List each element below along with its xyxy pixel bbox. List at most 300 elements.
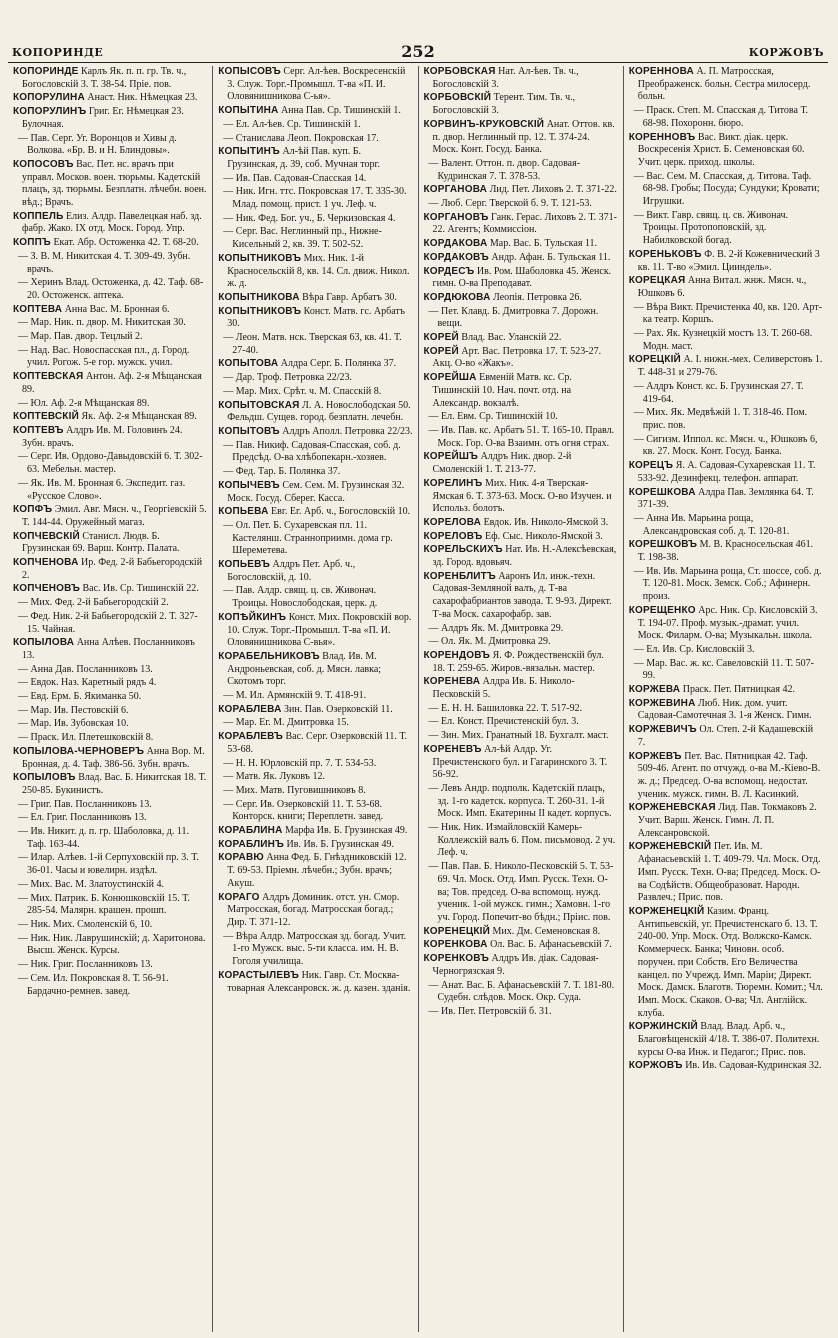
directory-entry bbox=[13, 973, 207, 998]
entry-details: Матв. Як. Луковъ 12. bbox=[235, 771, 325, 783]
directory-entry bbox=[424, 517, 618, 530]
entry-details: Ол. Пет. Б. Сухаревская пл. 11. Кастелянш. Странноприимн. дома гр. Шереметева. bbox=[232, 519, 393, 557]
entry-details: А. П. Матросская, Преображенск. больн. Сестра милосерд. больн. bbox=[637, 66, 811, 103]
entry-details: Анна Дав. Посланниковъ 13. bbox=[30, 663, 153, 675]
entry-surname: КОРЕНКОВА bbox=[423, 939, 488, 951]
directory-entry bbox=[629, 566, 823, 604]
directory-entry bbox=[218, 466, 412, 479]
directory-entry bbox=[218, 612, 412, 650]
entry-surname: КОПОРИНДЕ bbox=[13, 66, 79, 77]
entry-details: Вѣра Викт. Пречистенка 40, кв. 120. Арт-ка театр. Коршъ. bbox=[642, 301, 823, 326]
entry-details: Вас. Сем. М. Спасская, д. Титова. Таф. 68-98. Гробы; Посуда; Сундуки; Кровати; Игрушки. bbox=[642, 170, 820, 208]
directory-entry bbox=[13, 398, 207, 411]
entry-surname: КОПЫТНИКОВЪ bbox=[218, 305, 302, 317]
directory-entry bbox=[218, 253, 412, 291]
directory-entry bbox=[218, 506, 412, 519]
directory-entry bbox=[424, 783, 618, 821]
directory-entry bbox=[424, 306, 618, 331]
entry-surname: КОРАСТЫЛЕВЪ bbox=[218, 969, 300, 981]
directory-entry bbox=[218, 559, 412, 584]
entry-details: Ел. Ал-ѣев. Ср. Тишинскій 1. bbox=[235, 118, 361, 130]
entry-details: Ив. Пав. кс. Арбатъ 51. Т. 165-10. Правл. Моск. Гор. О-ва Взаимн. отъ огня страх. bbox=[437, 424, 615, 449]
column-3 bbox=[419, 66, 624, 1332]
entry-details: Анна Пав. Ср. Тишинскій 1. bbox=[280, 105, 401, 117]
entry-surname: КОРЕШКОВА bbox=[628, 486, 696, 498]
entry-details: Ааронъ Ил. инж.-техн. Садовая-Земляной валъ, д. Т-ва сахарофабриантов завода. Т. 9-93. Директ. Т-ва Моск. сахарофабр. зав. bbox=[432, 570, 612, 620]
directory-entry bbox=[13, 705, 207, 718]
directory-entry bbox=[424, 926, 618, 939]
directory-entry bbox=[13, 371, 207, 396]
directory-entry bbox=[13, 611, 207, 636]
entry-surname: КОРДЕСЪ bbox=[423, 265, 475, 277]
entry-surname: КОПЫТОВЪ bbox=[218, 425, 280, 437]
directory-entry bbox=[218, 186, 412, 211]
entry-surname: КОПТЕВСКІЙ bbox=[13, 411, 79, 423]
entry-details: А. І. нижн.-мех. Селиверстовъ 1. Т. 448-31 и 279-76. bbox=[637, 354, 823, 379]
directory-entry bbox=[13, 933, 207, 958]
directory-entry bbox=[218, 585, 412, 610]
directory-entry bbox=[218, 119, 412, 132]
entry-details: Вас. Викт. дiак. церк. Воскресенія Христ. Б. Семеновская 60. Учит. церк. приход. школы. bbox=[637, 131, 805, 168]
directory-entry bbox=[424, 184, 618, 197]
entry-details: Серг. Ив. Озерковскій 11. Т. 53-68. Конторск. книги; Переплетн. завед. bbox=[232, 798, 384, 823]
entry-details: Праск. Ил. Плетешковскій 8. bbox=[30, 732, 154, 744]
page-header bbox=[8, 40, 828, 63]
entry-details: Мар. Ег. М. Дмитровка 15. bbox=[235, 717, 349, 729]
entry-details: Алдръ Конст. кс. Б. Грузинская 27. Т. 419-64. bbox=[642, 380, 804, 405]
directory-entry bbox=[629, 275, 823, 300]
entry-surname: КОПЫЧЕВЪ bbox=[218, 479, 280, 491]
entry-details: Люб. Ник. дом. учит. Садовая-Самотечная 3. 1-я Женск. Гимн. bbox=[637, 697, 812, 722]
directory-entry bbox=[13, 557, 207, 582]
entry-details: Вѣра Алдр. Матросская зд. богад. Учит. 1-го Мужск. выс. 5-ти класса. им. Н. В. Гоголя училища. bbox=[232, 930, 407, 968]
directory-entry bbox=[218, 839, 412, 852]
entry-details: Л. А. Новослободская 50. Фельдш. Сущев. город. безплатн. лечебн. bbox=[227, 399, 411, 424]
entry-surname: КОПОСОВЪ bbox=[13, 158, 74, 170]
directory-entry bbox=[218, 400, 412, 425]
directory-entry bbox=[629, 487, 823, 512]
entry-details: Ник. Ник. Измайловскій Камерь-Коллежскій валъ 6. Пом. письмовод. 2 уч. Леф. ч. bbox=[437, 822, 616, 859]
directory-entry bbox=[218, 731, 412, 756]
entry-details: Влад. Вас. Уланскій 22. bbox=[461, 332, 562, 344]
entry-details: М. В. Красносельская 461. Т. 198-38. bbox=[637, 539, 814, 564]
entry-details: Серг. Ал-ѣев. Воскресенскій 3. Служ. Торг.-Промышл. Т-ва «П. И. Оловянишникова С-ья». bbox=[227, 66, 406, 103]
entry-surname: КОПЫЛОВА-ЧЕРНОВЕРЪ bbox=[13, 745, 145, 757]
directory-entry bbox=[218, 520, 412, 558]
entry-details: Зин. Пав. Озерковскій 11. bbox=[284, 703, 393, 715]
directory-entry bbox=[218, 292, 412, 305]
entry-surname: КОРЖИНСКІЙ bbox=[628, 1021, 698, 1033]
entry-surname: КОРЕНЬКОВЪ bbox=[628, 248, 702, 260]
entry-details: Лид. Пав. Токмаковъ 2. Учит. Варш. Женск. Гимн. Л. П. Алексанровской. bbox=[637, 802, 817, 839]
entry-surname: КОРЕНКОВЪ bbox=[423, 953, 490, 965]
directory-entry bbox=[218, 717, 412, 730]
entry-surname: КОРЕЛОВЪ bbox=[423, 530, 483, 542]
entry-details: Мар. Ник. п. двор. М. Никитская 30. bbox=[30, 317, 186, 329]
entry-details: Еф. Сыс. Николо-Ямской 3. bbox=[485, 530, 603, 542]
entry-details: Ив. Никит. д. п. гр. Шаболовка, д. 11. Таф. 163-44. bbox=[27, 826, 189, 850]
columns-container bbox=[8, 66, 828, 1332]
entry-details: Алдръ Як. М. Дмитровка 29. bbox=[441, 622, 564, 634]
entry-details: Рах. Як. Кузнецкій мостъ 13. Т. 260-68. Модн. маст. bbox=[642, 328, 813, 352]
entry-surname: КОПОРУЛИНА bbox=[13, 92, 85, 104]
directory-entry bbox=[218, 146, 412, 171]
entry-details: Пав. Серг. Уг. Воронцов и Хивы д. Волкова. «Бр. В. и Н. Блиндовы». bbox=[27, 132, 177, 157]
entry-details: Влад. Влад. Арб. ч., Благовѣщенскій 4/18. Т. 386-07. Политехн. курсы О-ва Инж. и Педагог.; Прис. пов. bbox=[637, 1021, 820, 1058]
directory-entry bbox=[629, 66, 823, 104]
directory-entry bbox=[629, 1060, 823, 1073]
entry-surname: КОПОРУЛИНЪ bbox=[13, 106, 87, 118]
entry-details: Херинъ Влад. Остоженка, д. 42. Таф. 68-20. Остоженск. аптека. bbox=[27, 277, 204, 301]
directory-entry bbox=[218, 771, 412, 784]
entry-details: Праск. Степ. М. Спасская д. Титова Т. 68-98. Похоронн. бюро. bbox=[642, 105, 809, 129]
entry-details: Серг. Вас. Неглинный пр., Нижне-Кисельный 2, кв. 39. Т. 502-52. bbox=[232, 226, 382, 251]
directory-entry bbox=[13, 812, 207, 825]
entry-details: Ник. Ник. Лаврушинскій; д. Харитонова. Высш. Женск. Курсы. bbox=[27, 932, 206, 957]
directory-entry bbox=[424, 158, 618, 183]
entry-details: Валент. Оттон. п. двор. Садовая-Кудринская 7. Т. 378-53. bbox=[437, 157, 581, 182]
entry-details: Алдра Пав. Землянка 64. Т. 371-39. bbox=[637, 486, 814, 511]
directory-entry bbox=[424, 92, 618, 117]
directory-entry bbox=[629, 460, 823, 485]
directory-entry bbox=[218, 332, 412, 357]
entry-details: Алдръ Ив. дiак. Садовая-Черногрязская 9. bbox=[432, 953, 599, 977]
entry-surname: КОРЕННОВА bbox=[628, 66, 694, 77]
directory-entry bbox=[13, 772, 207, 797]
directory-entry bbox=[424, 478, 618, 516]
directory-entry bbox=[424, 650, 618, 675]
directory-entry bbox=[629, 605, 823, 643]
entry-details: Люб. Серг. Тверской б. 9. Т. 121-53. bbox=[441, 198, 592, 210]
entry-surname: КОПЫЛОВА bbox=[13, 637, 75, 649]
directory-entry bbox=[13, 826, 207, 851]
entry-details: Григ. Ег. Нѣмецкая 23. Булочная. bbox=[22, 106, 184, 130]
entry-surname: КОРЕНЕЦКІЙ bbox=[423, 925, 490, 937]
entry-surname: КОРЖЕВЪ bbox=[628, 750, 682, 762]
directory-entry bbox=[424, 66, 618, 91]
directory-entry bbox=[424, 544, 618, 569]
entry-details: Юл. Аф. 2-я Мѣщанская 89. bbox=[30, 397, 150, 409]
directory-entry bbox=[13, 531, 207, 556]
header-left-keyword: КОПОРИНДЕ bbox=[12, 46, 104, 59]
entry-surname: КОПФЪ bbox=[13, 504, 53, 516]
directory-entry bbox=[424, 372, 618, 410]
entry-details: Мих. Патрик. Б. Конюшковскій 15. Т. 285-54. Малярн. крашен. прошп. bbox=[27, 892, 190, 917]
entry-details: Екат. Абр. Остоженка 42. Т. 68-20. bbox=[53, 237, 199, 249]
entry-details: Анна Алѣев. Посланниковъ 13. bbox=[22, 637, 195, 661]
directory-entry bbox=[218, 213, 412, 226]
entry-surname: КОРЕЛИНЪ bbox=[423, 477, 483, 489]
entry-surname: КОРЕНЕВЪ bbox=[423, 743, 482, 755]
entry-details: Алдръ Пет. Арб. ч., Богословскій, д. 10. bbox=[227, 559, 356, 583]
entry-details: Ив. Пет. Петровскій б. 31. bbox=[441, 1005, 552, 1017]
entry-surname: КОРЖЕВИНА bbox=[628, 697, 696, 709]
directory-entry bbox=[629, 539, 823, 564]
column-1 bbox=[8, 66, 213, 1332]
directory-entry bbox=[424, 238, 618, 251]
entry-details: З. В. М. Никитская 4. Т. 309-49. Зубн. врачъ. bbox=[27, 250, 191, 275]
entry-details: Анат. Оттов. кв. п. двор. Неглинный пр. 12. Т. 374-24. Моск. Конт. Госуд. Банка. bbox=[432, 118, 615, 156]
directory-entry bbox=[424, 198, 618, 211]
directory-entry bbox=[629, 381, 823, 406]
entry-surname: КОРЖЕВИЧЪ bbox=[628, 724, 697, 736]
entry-details: Ал-ѣй Пав. куп. Б. Грузинская, д. 39, соб. Мучная торг. bbox=[227, 146, 380, 170]
entry-surname: КОРДЮКОВА bbox=[423, 291, 491, 303]
entry-details: Анна Витал. жнж. Мясн. ч., Юшковъ 6. bbox=[637, 275, 807, 299]
entry-details: Пав. Алдр. свящ. ц. св. Живонач. Троицы. Новослободская, церк. д. bbox=[232, 585, 378, 610]
directory-entry bbox=[629, 513, 823, 538]
entry-details: Терент. Тим. Тв. ч., Богословскій 3. bbox=[432, 92, 576, 117]
entry-details: Вас. Пет. нс. врачъ при управл. Москов. воен. тюрьмы. Кадетскій плацъ, зд. тюрьмы. Безплатн. лѣчебн. воен. вѣд.; Врачъ. bbox=[22, 158, 207, 209]
directory-entry bbox=[424, 119, 618, 157]
directory-entry bbox=[13, 852, 207, 877]
entry-details: Ник. Мих. Смоленскій 6, 10. bbox=[30, 919, 153, 930]
entry-details: Сем. Сем. М. Грузинская 32. Моск. Госуд. Сберег. Касса. bbox=[227, 479, 405, 504]
directory-entry bbox=[424, 346, 618, 371]
entry-surname: КОРЕЙ bbox=[423, 345, 459, 357]
entry-details: Ив. Ив. Садовая-Кудринская 32. bbox=[685, 1060, 822, 1072]
entry-details: Ал-ѣй Алдр. Уг. Пречистенского бул. и Гагаринского 3. Т. 56-92. bbox=[432, 743, 608, 781]
directory-entry bbox=[629, 751, 823, 802]
entry-surname: КОРЖОВЪ bbox=[628, 1060, 683, 1072]
entry-details: Марфа Ив. Б. Грузинская 49. bbox=[285, 825, 408, 837]
entry-details: Конст. Мих. Покровскій вор. 10. Служ. Торг.-Промышл. Т-ва «П. И. Оловянишникова С-вья». bbox=[227, 611, 412, 649]
entry-surname: КОРГАНОВЪ bbox=[423, 211, 489, 223]
directory-entry bbox=[424, 716, 618, 729]
entry-details: Ив. Ром. Шаболовка 45. Женск. гимн. О-ва Преподават. bbox=[432, 265, 612, 290]
directory-entry bbox=[629, 644, 823, 657]
directory-entry bbox=[629, 105, 823, 130]
directory-entry bbox=[13, 959, 207, 972]
entry-surname: КОРЕНДОВЪ bbox=[423, 649, 491, 661]
directory-entry bbox=[13, 637, 207, 662]
directory-entry bbox=[629, 802, 823, 840]
directory-entry bbox=[13, 425, 207, 450]
directory-entry bbox=[629, 658, 823, 683]
directory-entry bbox=[424, 980, 618, 1005]
entry-details: Ганк. Герас. Лиховъ 2. Т. 371-22. Агентъ; Коммиссіон. bbox=[432, 211, 617, 236]
directory-entry bbox=[424, 252, 618, 265]
directory-entry bbox=[13, 664, 207, 677]
directory-entry bbox=[218, 386, 412, 399]
entry-surname: КОРДАКОВЪ bbox=[423, 251, 489, 263]
entry-details: Ир. Фед. 2-й Бабьегородскій 2. bbox=[22, 557, 203, 581]
entry-surname: КОПЫТНИКОВЪ bbox=[218, 252, 302, 264]
entry-details: Евменій Матв. кс. Ср. Тишинскій 10. Нач. почт. отд. на Александр. вокзалѣ. bbox=[432, 372, 572, 409]
directory-entry bbox=[13, 237, 207, 250]
entry-details: Алдра Серг. Б. Полянка 37. bbox=[280, 358, 397, 370]
entry-surname: КОПЫТИНЪ bbox=[218, 146, 280, 158]
directory-entry bbox=[629, 302, 823, 327]
directory-entry bbox=[629, 906, 823, 1020]
directory-entry bbox=[218, 970, 412, 995]
directory-entry bbox=[424, 451, 618, 476]
directory-entry bbox=[424, 861, 618, 925]
entry-details: Андр. Афан. Б. Тульская 11. bbox=[491, 251, 611, 263]
directory-entry bbox=[218, 426, 412, 439]
entry-details: Фед. Тар. Б. Полянка 37. bbox=[235, 466, 341, 478]
entry-surname: КОПЫЛОВЪ bbox=[13, 772, 76, 784]
entry-details: Викт. Гавр. свящ. ц. св. Живонач. Троицы. Протопоповскій, зд. Набилковской богад. bbox=[642, 209, 789, 247]
entry-surname: КОПТЕВА bbox=[13, 303, 63, 315]
directory-entry bbox=[13, 106, 207, 131]
directory-entry bbox=[629, 328, 823, 353]
entry-details: Мар. Вас. Б. Тульская 11. bbox=[489, 238, 598, 250]
entry-details: Алдра Ив. Б. Николо-Песковскій 5. bbox=[432, 676, 575, 701]
directory-entry bbox=[424, 703, 618, 716]
directory-entry bbox=[218, 226, 412, 251]
directory-entry bbox=[13, 677, 207, 690]
entry-details: Мих. Дм. Семеновская 8. bbox=[492, 925, 601, 937]
entry-surname: КОПЫТИНА bbox=[218, 105, 279, 117]
directory-entry bbox=[13, 691, 207, 704]
entry-details: Пет. Вас. Пятницкая 42. Таф. 509-46. Агент. по отчужд. о-ва М.-Кіево-В. ж. д.; Председ. О-ва вспомощ. недостат. ученик. мужск. гимн. В. Л. Касинкий. bbox=[637, 750, 821, 800]
entry-details: Ол. Степ. 2-й Кадашевскій 7. bbox=[637, 724, 814, 748]
entry-details: Пет. Ив. М. Афанасьевскій 1. Т. 409-79. Чл. Моск. Отд. Имп. Русск. Техн. О-ва; Председ. Моск. О-ва Содѣйств. Общеобразоват. Народн. Развлеч.; Прис. пов. bbox=[637, 841, 821, 904]
entry-details: Мих. Ник. 1-й Красносельскій 8, кв. 14. Сл. движ. Никол. ж. д. bbox=[227, 252, 410, 290]
entry-details: Праск. Пет. Пятницкая 42. bbox=[682, 684, 795, 696]
directory-entry bbox=[218, 480, 412, 505]
entry-details: Вас. Серг. Озерковскій 11. Т. 53-68. bbox=[227, 731, 408, 755]
entry-details: Арт. Вас. Петровка 17. Т. 523-27. Акц. О-во «Жакъ». bbox=[432, 345, 602, 370]
directory-entry bbox=[629, 354, 823, 379]
entry-details: Анаст. Ник. Нѣмецкая 23. bbox=[87, 92, 198, 104]
directory-entry bbox=[218, 372, 412, 385]
entry-details: Мих. Як. Медвѣжій 1. Т. 318-46. Пом. прис. пов. bbox=[642, 407, 808, 431]
entry-surname: КОРАБЛИНЪ bbox=[218, 838, 285, 850]
entry-surname: КОРЖЕНЕВСКАЯ bbox=[628, 802, 716, 814]
directory-entry bbox=[629, 724, 823, 749]
entry-details: Левъ Андр. подполк. Кадетскій плацъ, зд. 1-го кадетск. корпуса. Т. 260-31. 1-й Моск. Имп. Екатерины II кадет. корпусъ. bbox=[437, 782, 612, 820]
directory-entry bbox=[424, 292, 618, 305]
entry-details: Влад. Вас. Б. Никитская 18. Т. 250-85. Букинистъ. bbox=[22, 772, 207, 796]
entry-surname: КОРАВЮ bbox=[218, 852, 264, 864]
directory-entry bbox=[13, 732, 207, 745]
directory-entry bbox=[424, 744, 618, 782]
directory-entry bbox=[424, 571, 618, 622]
entry-details: Евдок. Наз. Каретный рядъ 4. bbox=[30, 677, 157, 689]
entry-details: Евг. Ег. Арб. ч., Богословскій 10. bbox=[271, 506, 411, 518]
directory-entry bbox=[424, 531, 618, 544]
directory-entry bbox=[13, 718, 207, 731]
entry-details: Над. Вас. Новоспасская пл., д. Город. учил. Рогож. 5-е гор. мужск. учил. bbox=[27, 344, 190, 369]
directory-entry bbox=[13, 251, 207, 276]
directory-entry bbox=[629, 841, 823, 905]
entry-surname: КОРЕНБЛИТЪ bbox=[423, 570, 496, 582]
directory-entry bbox=[629, 407, 823, 432]
entry-surname: КОРЕЛОВА bbox=[423, 516, 482, 528]
directory-entry bbox=[218, 133, 412, 146]
directory-entry bbox=[13, 277, 207, 302]
directory-entry bbox=[424, 425, 618, 450]
directory-entry bbox=[629, 210, 823, 248]
entry-details: Як. Аф. 2-я Мѣщанская 89. bbox=[81, 411, 197, 423]
entry-details: Леопія. Петровка 26. bbox=[493, 291, 582, 303]
directory-entry bbox=[424, 822, 618, 860]
entry-surname: КОРЕЛЬСКИХЪ bbox=[423, 544, 503, 556]
entry-surname: КОРЕЦЪ bbox=[628, 460, 674, 472]
directory-entry bbox=[13, 893, 207, 918]
entry-details: Зин. Мих. Гранатный 18. Бухгалт. маст. bbox=[441, 730, 609, 742]
entry-details: Ник. Григ. Посланниковъ 13. bbox=[30, 959, 153, 971]
entry-details: Серг. Ив. Ордово-Давыдовскій 6. Т. 302-63. Мебельн. мастер. bbox=[27, 451, 203, 476]
directory-entry bbox=[629, 249, 823, 274]
entry-surname: КОПЬЕВЪ bbox=[218, 559, 270, 571]
entry-details: Фед. Ник. 2-й Бабьегородскій 2. Т. 327-15. Чайная. bbox=[27, 610, 198, 635]
entry-details: Анна Вор. М. Бронная, д. 4. Таф. 386-56. Зубн. врачъ. bbox=[22, 745, 205, 770]
directory-entry bbox=[13, 478, 207, 503]
entry-details: Анат. Вас. Б. Афанасьевскій 7. Т. 181-80. Судебн. слѣдов. Моск. Окр. Суда. bbox=[437, 979, 615, 1004]
entry-surname: КОРЕЩЕНКО bbox=[628, 604, 696, 616]
entry-surname: КОРЖЕНЕВСКІЙ bbox=[628, 841, 712, 853]
entry-details: Арс. Ник. Ср. Кисловскій 3. Т. 194-07. Проф. музык.-драмат. учил. Моск. Филарм. О-ва; Музыкальн. школа. bbox=[637, 604, 818, 642]
entry-details: Казим. Франц. Антипьевскій, уг. Пречистенскаго б. 13. Т. 240-00. Упр. Моск. Отд. Волжско-Камск. Коммерческ. Банка; Чиновн. особ. поручен. при Собств. Его Величества канцел. по Учрежд. Имп. Маріи; Директ. Моск. Дамск. Благотв. Тюремн. Комит.; Чл. Имп. Моск. Скаков. О-ва; Чл. Англійск. клуба. bbox=[637, 906, 823, 1019]
entry-surname: КОРЕШКОВЪ bbox=[628, 539, 698, 551]
directory-entry bbox=[424, 411, 618, 424]
page-number: 252 bbox=[401, 42, 435, 61]
entry-details: Станисл. Людв. Б. Грузинская 69. Варш. Контр. Палата. bbox=[22, 530, 180, 555]
directory-entry bbox=[218, 690, 412, 703]
directory-entry bbox=[424, 730, 618, 743]
entry-details: Мих. Матв. Пуговишниковъ 8. bbox=[235, 784, 366, 796]
directory-entry bbox=[13, 345, 207, 370]
directory-entry bbox=[218, 704, 412, 717]
directory-entry bbox=[13, 211, 207, 236]
entry-details: Илар. Алѣев. 1-й Серпуховскій пр. 3. Т. 36-01. Часы и ювелирн. издѣл. bbox=[27, 852, 199, 877]
entry-details: Мих. Фед. 2-й Бабьегородскій 2. bbox=[30, 597, 169, 609]
directory-entry bbox=[13, 597, 207, 610]
directory-entry bbox=[13, 317, 207, 330]
entry-details: Дар. Троф. Петровка 22/23. bbox=[235, 372, 353, 384]
entry-surname: КОРАБЛЕВЪ bbox=[218, 731, 283, 743]
entry-surname: КОПТЕВЪ bbox=[13, 424, 64, 436]
entry-details: Ол. Як. М. Дмитровка 29. bbox=[441, 636, 551, 648]
entry-details: Мих. Вас. М. Златоустинскій 4. bbox=[30, 878, 165, 890]
directory-entry bbox=[218, 66, 412, 104]
directory-entry bbox=[218, 358, 412, 371]
entry-details: Конст. Матв. гс. Арбатъ 30. bbox=[227, 305, 405, 330]
entry-surname: КОРЖЕВА bbox=[628, 684, 681, 696]
entry-details: Алдръ Аполл. Петровка 22/23. bbox=[282, 425, 413, 437]
directory-entry bbox=[13, 919, 207, 932]
directory-entry bbox=[424, 953, 618, 978]
directory-entry bbox=[218, 799, 412, 824]
entry-surname: КОРБОВСКІЙ bbox=[423, 92, 492, 104]
entry-details: Е. Н. Н. Башиловка 22. Т. 517-92. bbox=[441, 702, 583, 714]
entry-surname: КОРАБЛЕВА bbox=[218, 703, 282, 715]
directory-entry bbox=[13, 66, 207, 91]
directory-entry bbox=[218, 785, 412, 798]
directory-entry bbox=[218, 173, 412, 186]
entry-details: Я. Ф. Рождественскій бул. 18. Т. 259-65. Жиров.-вязальн. мастер. bbox=[432, 649, 604, 674]
entry-details: Евд. Ерм. Б. Якиманка 50. bbox=[30, 691, 142, 703]
header-right-keyword: КОРЖОВЪ bbox=[748, 46, 824, 59]
entry-surname: КОРЕННОВЪ bbox=[628, 131, 696, 143]
entry-surname: КОРБОВСКАЯ bbox=[423, 66, 496, 77]
directory-entry bbox=[13, 879, 207, 892]
entry-details: Мар. Мих. Срѣт. ч. М. Спасскій 8. bbox=[235, 385, 382, 397]
directory-entry bbox=[629, 434, 823, 459]
directory-entry bbox=[13, 159, 207, 210]
directory-entry bbox=[13, 799, 207, 812]
entry-details: Нат. Ив. Н.-Алексѣевская, зд. Город. вдовьяч. bbox=[432, 544, 617, 569]
entry-details: Анна Вас. М. Бронная 6. bbox=[64, 303, 170, 315]
entry-details: Ел. Ив. Ср. Кисловскій 3. bbox=[646, 643, 755, 655]
entry-surname: КОППЕЛЬ bbox=[13, 210, 64, 222]
directory-entry bbox=[629, 684, 823, 697]
entry-surname: КОПЧЕНОВЪ bbox=[13, 583, 80, 595]
entry-surname: КОПѢЙКИНЪ bbox=[218, 611, 287, 623]
